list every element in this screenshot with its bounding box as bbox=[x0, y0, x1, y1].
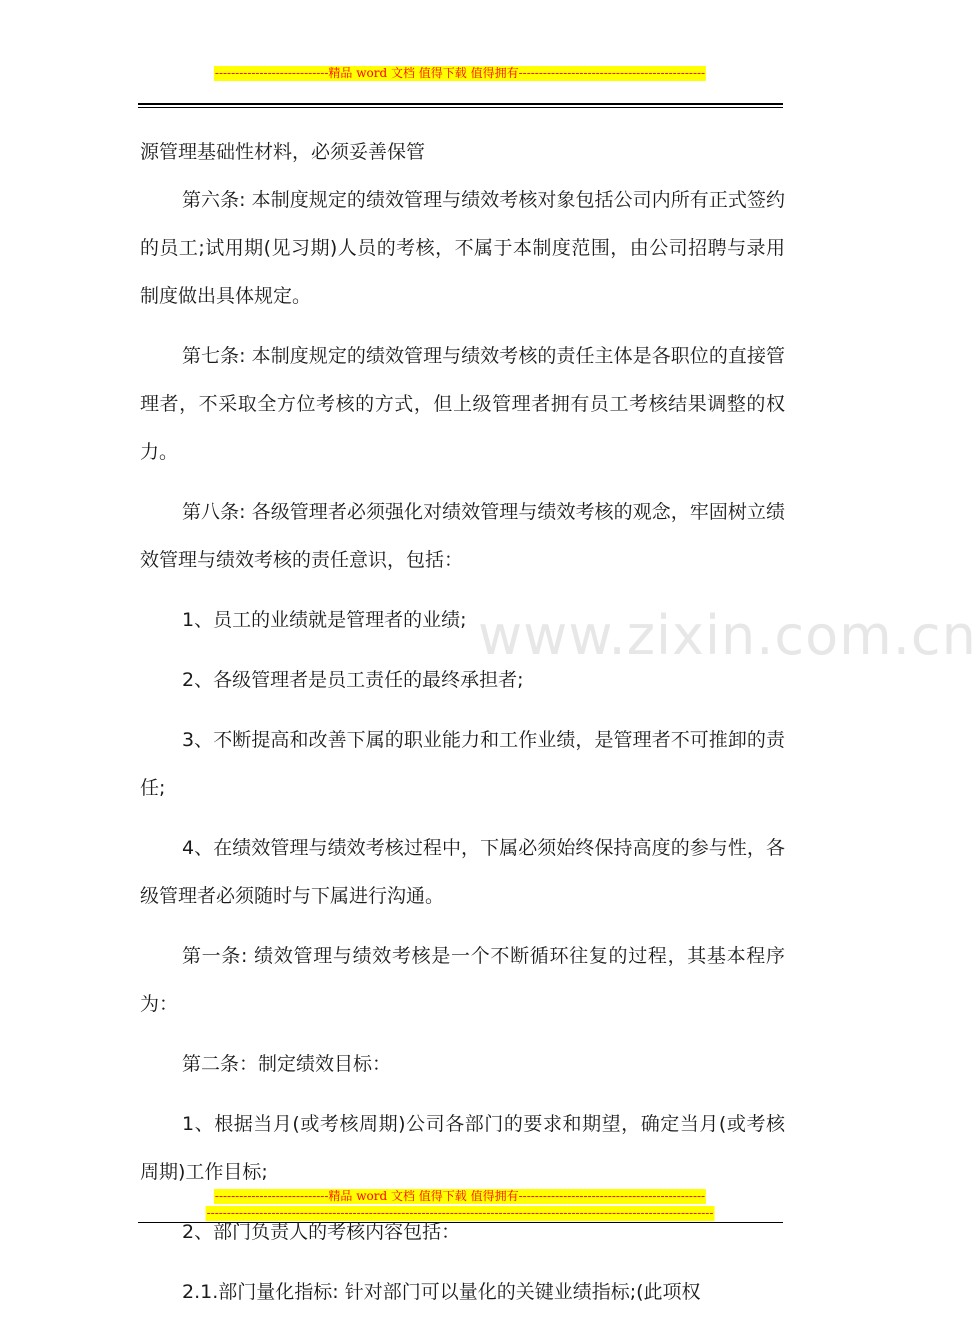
header-divider bbox=[138, 103, 783, 105]
list-item: 1、根据当月(或考核周期)公司各部门的要求和期望，确定当月(或考核周期)工作目标; bbox=[140, 1113, 785, 1183]
paragraph: 第六条: 本制度规定的绩效管理与绩效考核对象包括公司内所有正式签约的员工;试用期(见习期)人员的考核，不属于本制度范围，由公司招聘与录用制度做出具体规定。 bbox=[140, 189, 785, 307]
document-body bbox=[140, 128, 785, 1328]
list-item: 2.1.部门量化指标: 针对部门可以量化的关键业绩指标;(此项权 bbox=[182, 1281, 701, 1303]
list-item: 4、在绩效管理与绩效考核过程中，下属必须始终保持高度的参与性，各级管理者必须随时与下属进行沟通。 bbox=[140, 837, 785, 907]
paragraph: 第二条：制定绩效目标： bbox=[182, 1053, 392, 1075]
footer-banner: ----------------------------精品 word 文档 值得下载 值得拥有---------------------------------------------- bbox=[214, 1189, 706, 1203]
watermark: www.zixin.com.cn bbox=[478, 604, 977, 667]
list-item: 2、各级管理者是员工责任的最终承担者; bbox=[182, 669, 524, 691]
paragraph: 第七条: 本制度规定的绩效管理与绩效考核的责任主体是各职位的直接管理者，不采取全方位考核的方式，但上级管理者拥有员工考核结果调整的权力。 bbox=[140, 345, 785, 463]
header-banner: ----------------------------精品 word 文档 值得下载 值得拥有---------------------------------------------- bbox=[214, 66, 706, 80]
footer-banner-dashes: ----------------------------------------------------------------------------------------------------------------------------- bbox=[206, 1206, 714, 1220]
paragraph: 第八条: 各级管理者必须强化对绩效管理与绩效考核的观念，牢固树立绩效管理与绩效考核的责任意识，包括： bbox=[140, 501, 785, 571]
list-item: 2、部门负责人的考核内容包括： bbox=[182, 1221, 461, 1243]
header-divider-thin bbox=[138, 107, 783, 108]
paragraph: 源管理基础性材料，必须妥善保管 bbox=[140, 141, 426, 163]
list-item: 3、不断提高和改善下属的职业能力和工作业绩，是管理者不可推卸的责任; bbox=[140, 729, 785, 799]
paragraph: 第一条: 绩效管理与绩效考核是一个不断循环往复的过程，其基本程序为： bbox=[140, 945, 785, 1015]
list-item: 1、员工的业绩就是管理者的业绩; bbox=[182, 609, 467, 631]
